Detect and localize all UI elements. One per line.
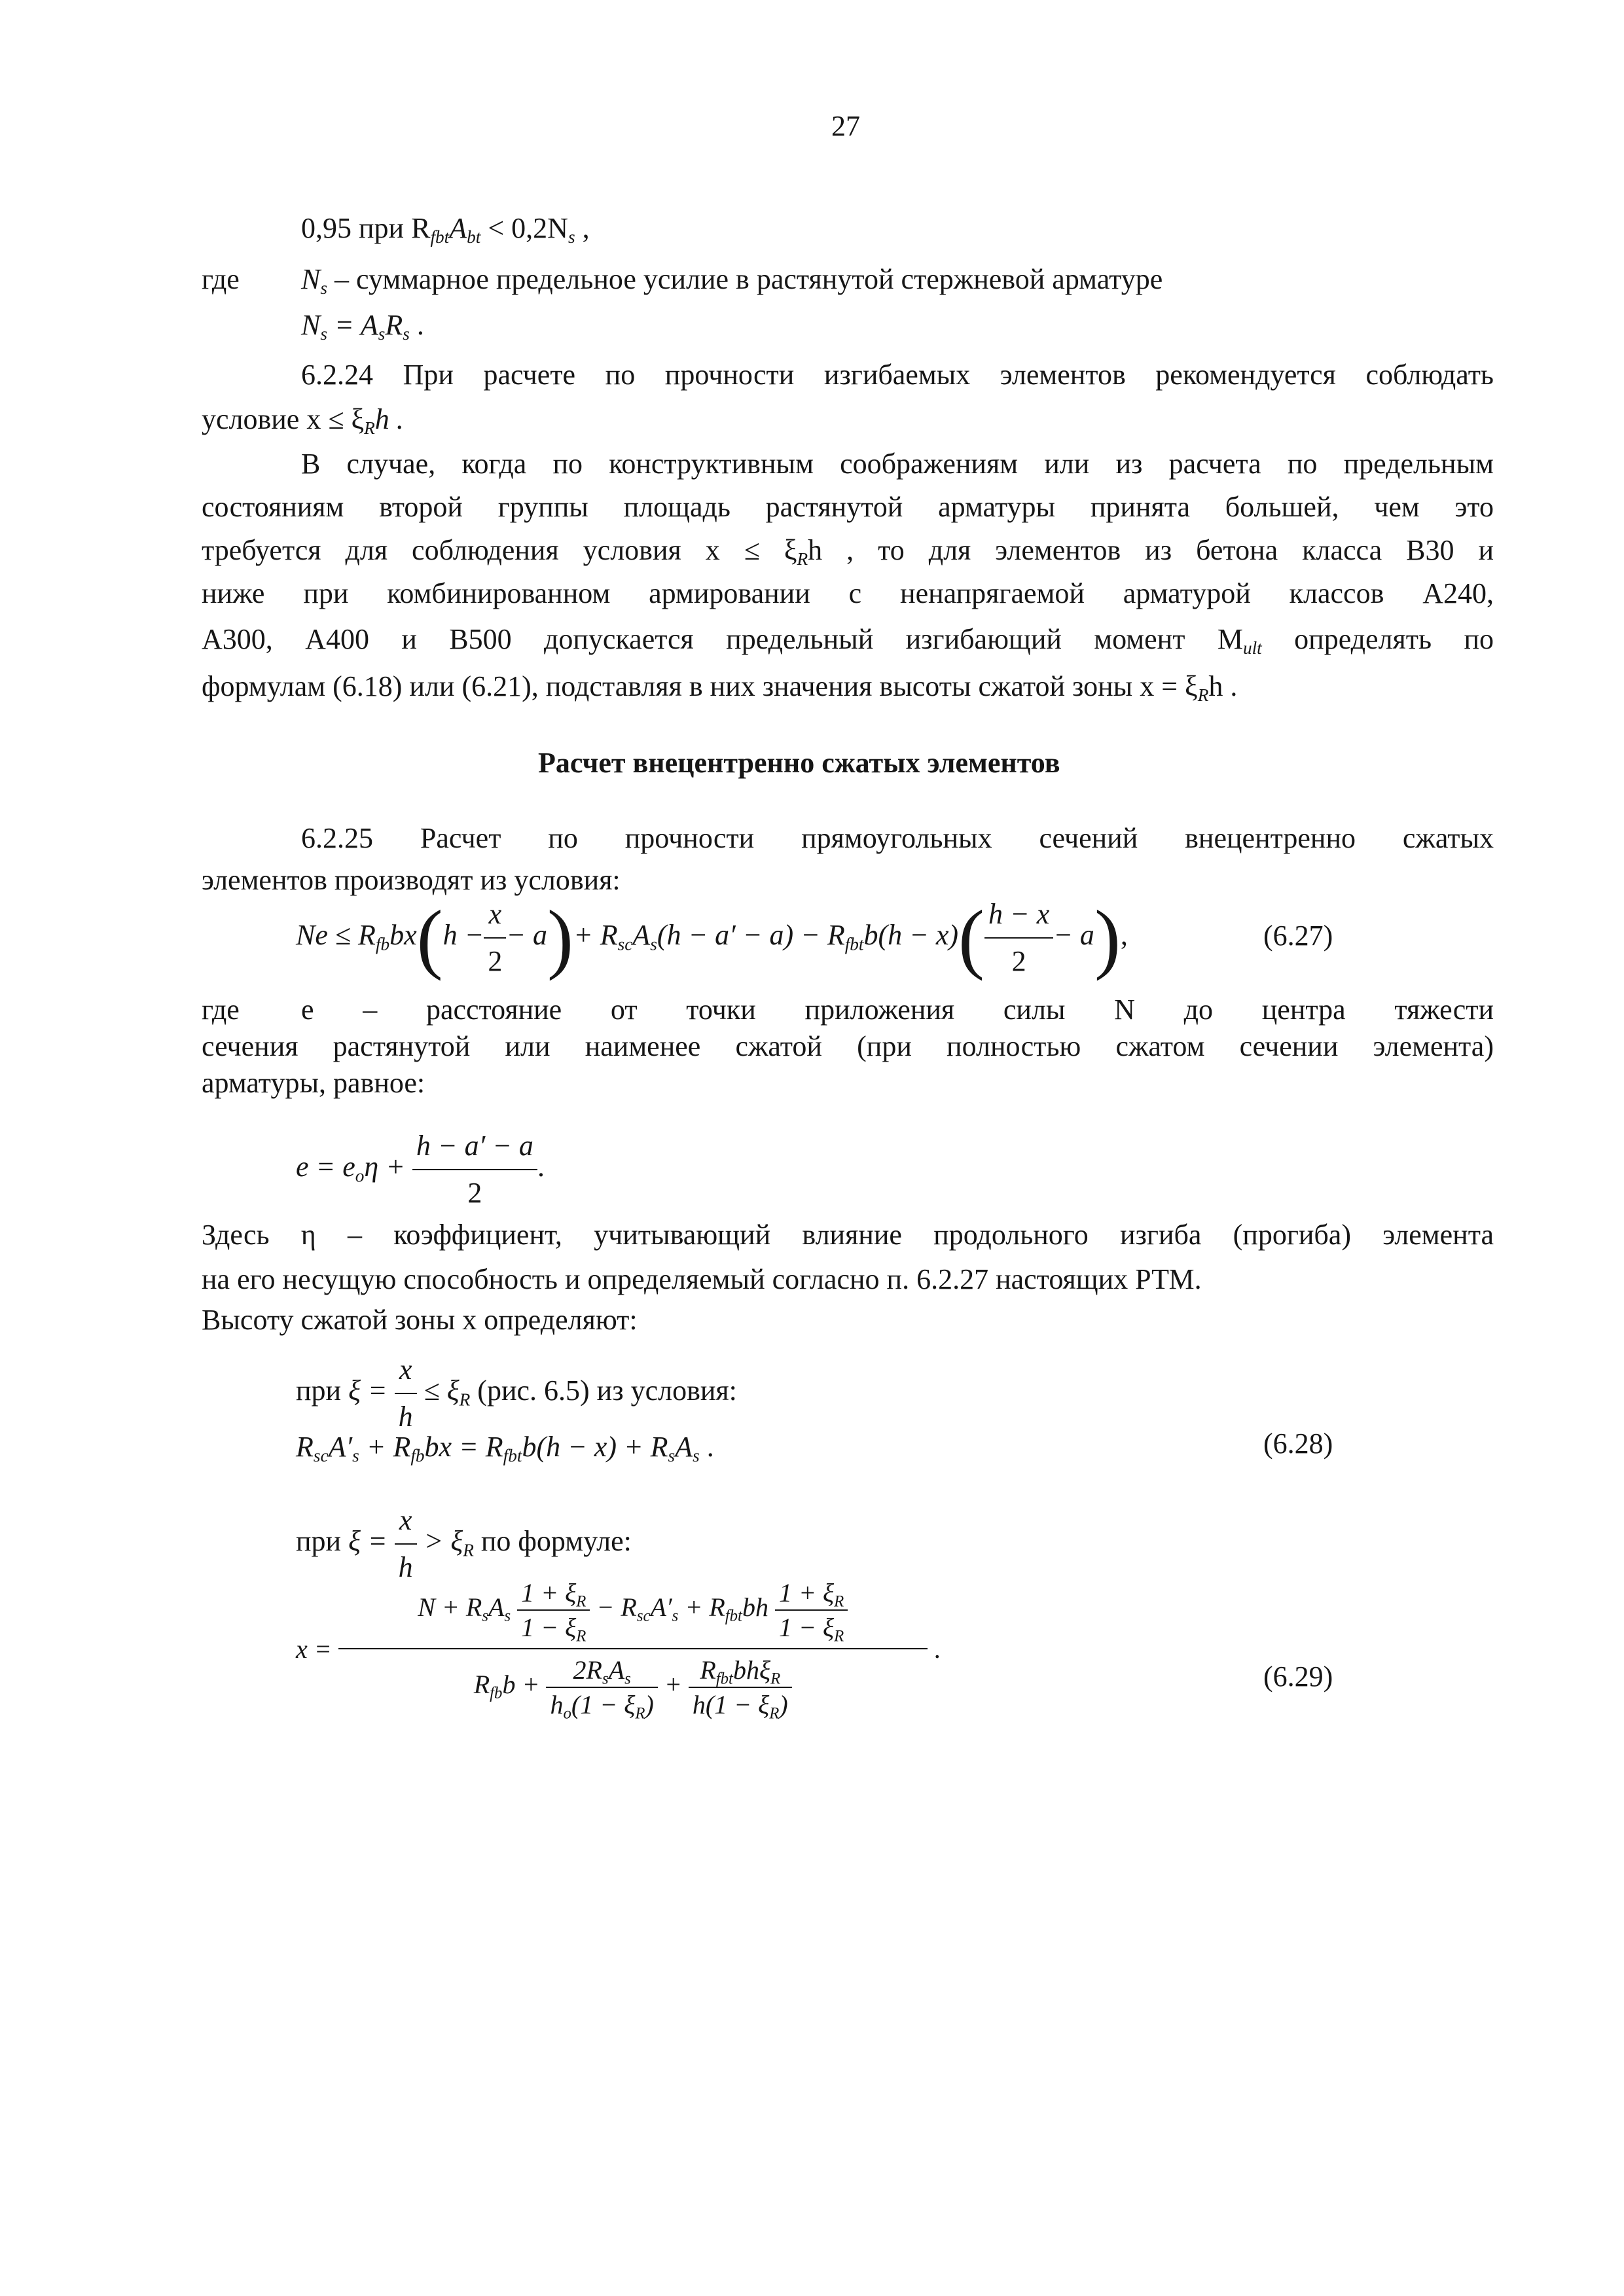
case-xi-le-xir: при ξ = $\frac{x}{h}$ ≤ $\xi_R$ (рис. 6.5) из условия: bbox=[296, 1348, 737, 1439]
para2-line6: формулам (6.18) или (6.21), подставляя в них значения высоты сжатой зоны $x = \xi_Rh$ . bbox=[202, 670, 1238, 706]
ns-equation: $N_s = A_sR_s$ . bbox=[301, 309, 424, 344]
case-xi-gt-xir: при ξ = $\frac{x}{h}$ > $\xi_R$ по формуле: bbox=[296, 1499, 632, 1589]
condition-line: 0,95 при $R_{fbt}A_{bt} < 0,2N_s$ , bbox=[301, 212, 590, 247]
clause-6-2-24-line1: 6.2.24 При расчете по прочности изгибаемых элементов рекомендуется соблюдать bbox=[301, 359, 1494, 391]
para2-line1: В случае, когда по конструктивным соображениям или из расчета по предельным bbox=[301, 448, 1494, 480]
equation-label-6-29: (6.29) bbox=[1263, 1660, 1333, 1693]
equation-6-27: $Ne \le R_{fb}bx(h$ − $\frac{x}{2}$ − $a)+ R_{sc}A_s(h - a' - a) - R_{fbt}b(h - x)$( $\frac{h - x}{2}$ − a), bbox=[296, 894, 1128, 981]
para2-line5: А300, А400 и В500 допускается предельный изгибающий момент $M_{ult}$ определять по bbox=[202, 623, 1494, 658]
where-label: где bbox=[202, 263, 240, 295]
where-label-2: где bbox=[202, 994, 240, 1026]
equation-e: $e = e_o\eta$ + $\frac{h - a' - a}{2}$ . bbox=[296, 1124, 545, 1215]
equation-label-6-27: (6.27) bbox=[1263, 920, 1333, 952]
eta-description-line3: Высоту сжатой зоны x определяют: bbox=[202, 1304, 638, 1336]
para2-line3: требуется для соблюдения условия $x \le \xi_Rh$ , то для элементов из бетона класса В30 и bbox=[202, 534, 1494, 569]
para2-line4: ниже при комбинированном армировании с ненапрягаемой арматурой классов А240, bbox=[202, 577, 1494, 609]
e-definition-line2: сечения растянутой или наименее сжатой (при полностью сжатом сечении элемента) bbox=[202, 1030, 1494, 1062]
e-definition-line3: арматуры, равное: bbox=[202, 1067, 425, 1099]
equation-label-6-28: (6.28) bbox=[1263, 1427, 1333, 1460]
clause-6-2-24-line2: условие $x \le \xi_Rh$ . bbox=[202, 403, 404, 439]
clause-6-2-25-line1: 6.2.25 Расчет по прочности прямоугольных сечений внецентренно сжатых bbox=[301, 822, 1494, 854]
clause-6-2-25-line2: элементов производят из условия: bbox=[202, 864, 621, 896]
para2-line2: состояниям второй группы площадь растянутой арматуры принята большей, чем это bbox=[202, 491, 1494, 523]
page-number: 27 bbox=[831, 110, 860, 142]
section-title: Расчет внецентренно сжатых элементов bbox=[538, 747, 1060, 779]
ns-definition: $N_s$ – суммарное предельное усилие в растянутой стержневой арматуре bbox=[301, 263, 1163, 298]
equation-6-29: x = $N + R_sA_s$ $\frac{1 + \xi_R}{1 - \xi_R}$ − $R_{sc}A'_s + R_{fbt}bh$ $\frac{1 + \xi_R}{1 - \xi_R}$ $R_{fb}b$ + $\frac{2R_sA_s}{h_o(1 - \xi_R)}$ + $\frac{R_{fbt}bh\xi_R}{h(1 - \xi_R)}$ . bbox=[296, 1578, 941, 1723]
eta-description-line1: Здесь η – коэффициент, учитывающий влияние продольного изгиба (прогиба) элемента bbox=[202, 1219, 1494, 1251]
equation-6-28: $R_{sc}A'_s + R_{fb}bx = R_{fbt}b(h - x) + R_sA_s$ . bbox=[296, 1431, 714, 1466]
eta-description-line2: на его несущую способность и определяемый согласно п. 6.2.27 настоящих РТМ. bbox=[202, 1263, 1202, 1295]
e-definition-line1: e – расстояние от точки приложения силы N до центра тяжести bbox=[301, 994, 1494, 1026]
